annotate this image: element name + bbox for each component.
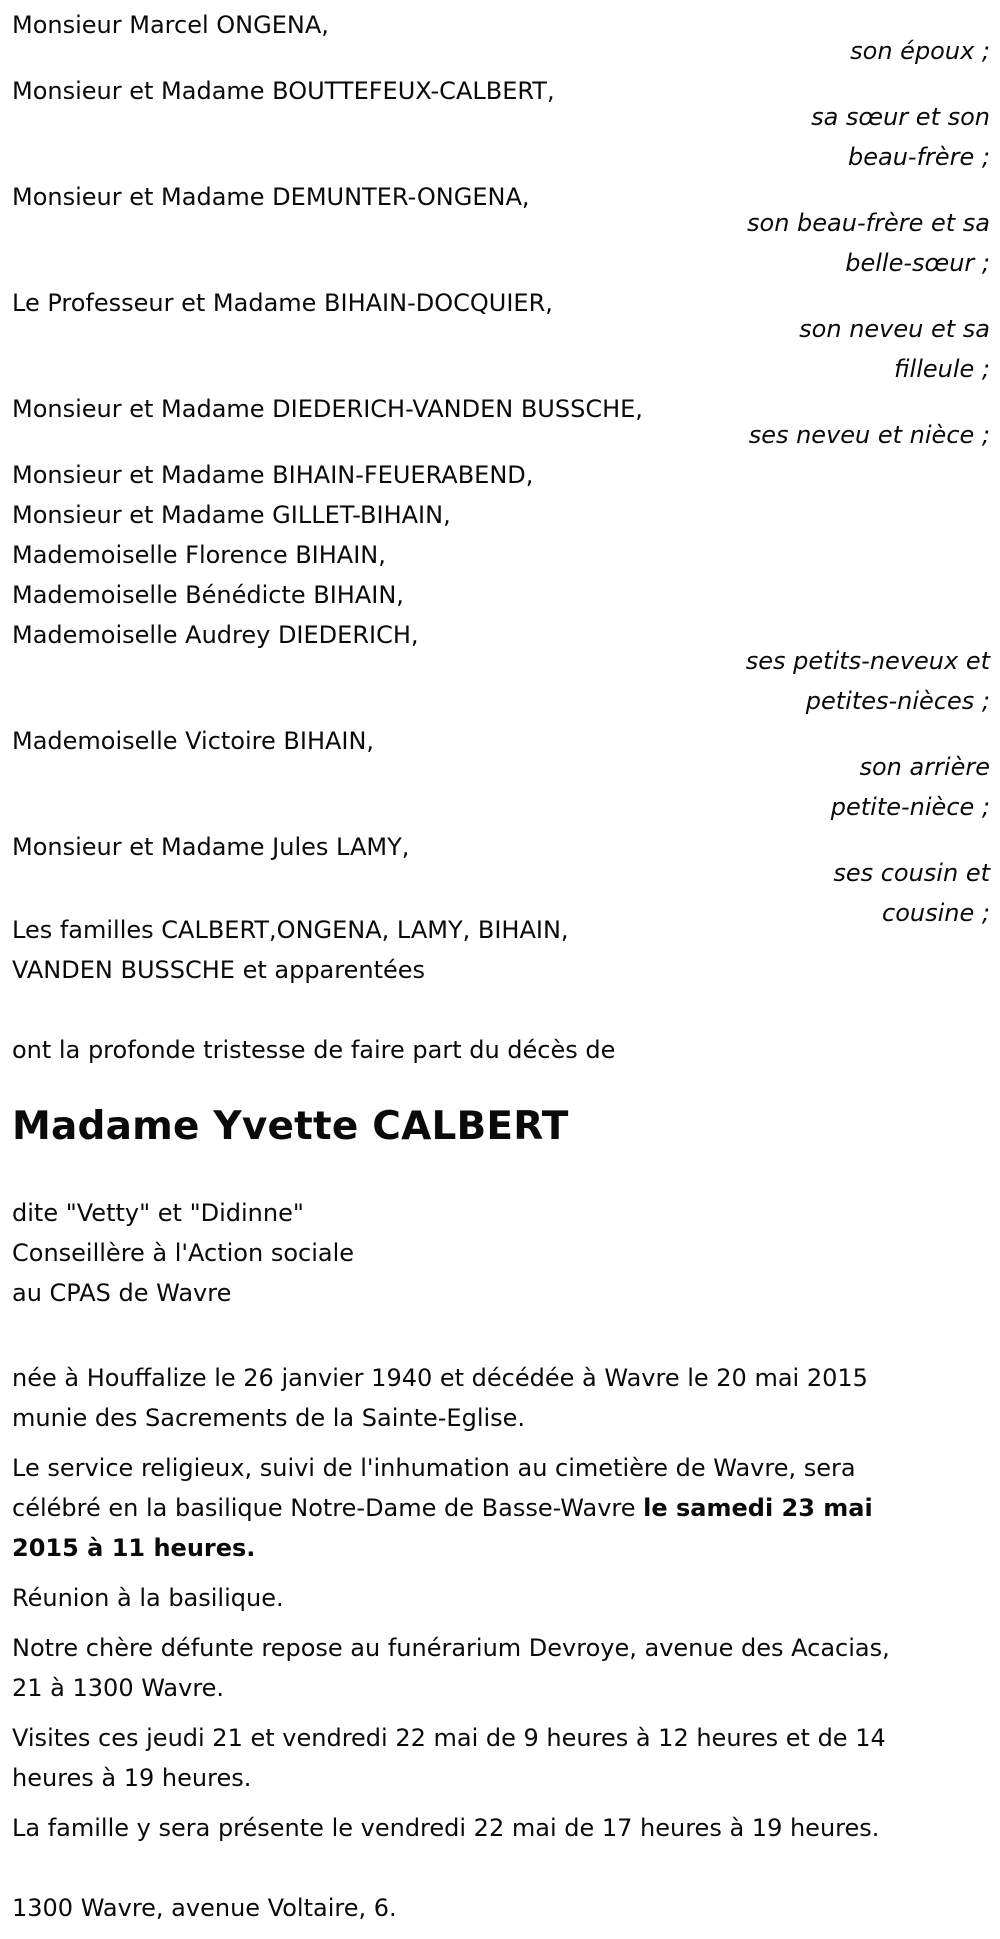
mourner-entry <box>12 71 990 177</box>
families-block <box>12 910 992 990</box>
relationship-line: belle-sœur ; <box>845 249 990 277</box>
relationship-line: petite-nièce ; <box>830 793 990 821</box>
address-text: 1300 Wavre, avenue Voltaire, 6. <box>12 1894 397 1922</box>
mourner-name: Mademoiselle Bénédicte BIHAIN, <box>12 581 404 609</box>
relationship-line: son beau-frère et sa <box>747 209 990 237</box>
relationship-line: son neveu et sa <box>799 315 990 343</box>
relationship-line: beau-frère ; <box>847 143 990 171</box>
mourner-entry <box>12 177 990 283</box>
relationship-line: cousine ; <box>882 899 990 927</box>
relationship-line: son époux ; <box>850 37 990 65</box>
mourner-name: Monsieur et Madame DIEDERICH-VANDEN BUSSCHE, <box>12 395 643 423</box>
announcement-block <box>12 1030 992 1070</box>
nickname-line: dite "Vetty" et "Didinne" <box>12 1199 304 1227</box>
mourner-name: Le Professeur et Madame BIHAIN-DOCQUIER, <box>12 289 553 317</box>
service-date-text: le samedi 23 mai <box>643 1494 873 1522</box>
relationship-line: ses cousin et <box>833 859 990 887</box>
families-line: Les familles CALBERT,ONGENA, LAMY, BIHAIN, <box>12 916 569 944</box>
reunion-paragraph <box>12 1578 992 1618</box>
paragraph-line: Notre chère défunte repose au funérarium Devroye, avenue des Acacias, <box>12 1634 890 1662</box>
mourner-entry <box>12 5 990 71</box>
announcement-text: ont la profonde tristesse de faire part du décès de <box>12 1036 616 1064</box>
relationship-line: ses petits-neveux et <box>745 647 990 675</box>
relationship-line: filleule ; <box>894 355 990 383</box>
mourner-name: Monsieur et Madame GILLET-BIHAIN, <box>12 501 451 529</box>
mourner-name: Mademoiselle Florence BIHAIN, <box>12 541 386 569</box>
grand-nephews-group <box>12 455 990 721</box>
paragraph-line: heures à 19 heures. <box>12 1764 252 1792</box>
mourner-entry <box>12 283 990 389</box>
paragraph-line: Visites ces jeudi 21 et vendredi 22 mai de 9 heures à 12 heures et de 14 <box>12 1724 886 1752</box>
paragraph-line: munie des Sacrements de la Sainte-Eglise. <box>12 1404 526 1432</box>
mourner-entry <box>12 721 990 827</box>
relationship-line: ses neveu et nièce ; <box>748 421 990 449</box>
families-line: VANDEN BUSSCHE et apparentées <box>12 956 426 984</box>
paragraph-line: Réunion à la basilique. <box>12 1584 284 1612</box>
mourner-name: Monsieur et Madame BIHAIN-FEUERABEND, <box>12 461 534 489</box>
address-block <box>12 1888 992 1928</box>
birth-death-paragraph <box>12 1358 992 1438</box>
family-presence-paragraph <box>12 1808 992 1848</box>
service-location-text: célébré en la basilique Notre-Dame de Basse-Wavre <box>12 1494 644 1522</box>
service-paragraph <box>12 1448 992 1568</box>
deceased-details <box>12 1193 992 1313</box>
funerarium-paragraph <box>12 1628 992 1708</box>
paragraph-line: Le service religieux, suivi de l'inhumation au cimetière de Wavre, sera <box>12 1454 856 1482</box>
mourner-name: Mademoiselle Audrey DIEDERICH, <box>12 621 419 649</box>
deceased-name: Madame Yvette CALBERT <box>12 1104 569 1149</box>
relationship-line: sa sœur et son <box>811 103 990 131</box>
relationship-line: son arrière <box>859 753 990 781</box>
mourner-name: Mademoiselle Victoire BIHAIN, <box>12 727 375 755</box>
mourner-name: Monsieur et Madame DEMUNTER-ONGENA, <box>12 183 530 211</box>
mourner-name: Monsieur Marcel ONGENA, <box>12 11 329 39</box>
visits-paragraph <box>12 1718 992 1798</box>
relationship-line: petites-nièces ; <box>805 687 990 715</box>
mourners-list <box>12 5 990 933</box>
paragraph-line: La famille y sera présente le vendredi 22 mai de 17 heures à 19 heures. <box>12 1814 880 1842</box>
title-line: Conseillère à l'Action sociale <box>12 1239 355 1267</box>
paragraph-line <box>12 1488 992 1528</box>
mourner-name: Monsieur et Madame Jules LAMY, <box>12 833 410 861</box>
mourner-name: Monsieur et Madame BOUTTEFEUX-CALBERT, <box>12 77 555 105</box>
paragraph-line: 21 à 1300 Wavre. <box>12 1674 225 1702</box>
mourner-entry <box>12 389 990 455</box>
paragraph-line: née à Houffalize le 26 janvier 1940 et décédée à Wavre le 20 mai 2015 <box>12 1364 868 1392</box>
details-paragraphs <box>12 1358 992 1858</box>
service-time-text: 2015 à 11 heures. <box>12 1534 256 1562</box>
organization-line: au CPAS de Wavre <box>12 1279 232 1307</box>
